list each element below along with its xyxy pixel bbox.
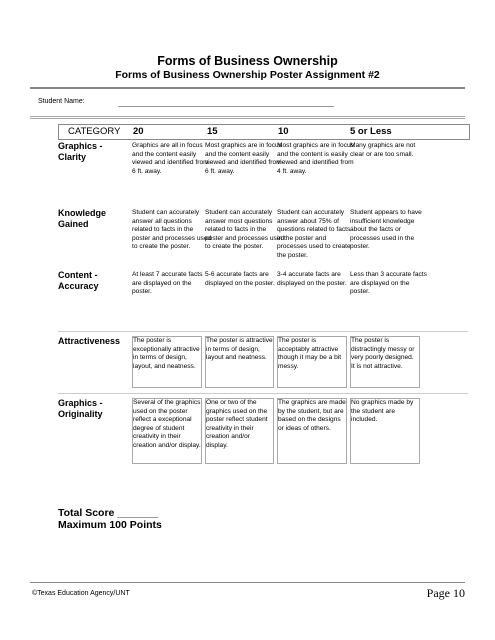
cell-knowledge-gained-20: Student can accurately answer all questions related to facts in the poster and processes used to create the poster. bbox=[132, 209, 212, 251]
page-number: Page 10 bbox=[426, 586, 465, 600]
cell-attractiveness-20: The poster is exceptionally attractive in terms of design, layout, and neatness. bbox=[132, 336, 202, 388]
section-divider-2 bbox=[30, 118, 465, 119]
cell-graphics-originality-5: No graphics made by the student are included. bbox=[350, 398, 420, 464]
cell-graphics-originality-20: Several of the graphics used on the poster reflect a exceptional degree of student creativity in their creation and/or display. bbox=[132, 398, 202, 464]
category-content-accuracy: Content - Accuracy bbox=[58, 270, 99, 291]
total-score-label: Total Score _______ bbox=[58, 507, 159, 519]
document-title: Forms of Business Ownership bbox=[157, 54, 338, 68]
cell-graphics-clarity-20: Graphics are all in focus and the content easily viewed and identified from 6 ft. away. bbox=[132, 142, 209, 175]
cell-graphics-clarity-15: Most graphics are in focus and the content easily viewed and identified from 6 ft. away. bbox=[205, 142, 282, 175]
header-score-20: 20 bbox=[133, 126, 144, 137]
cell-content-accuracy-15: 5-6 accurate facts are displayed on the poster. bbox=[205, 271, 275, 287]
cell-graphics-originality-10: The graphics are made by the student, but are based on the designs or ideas of others. bbox=[277, 398, 347, 464]
footer-divider bbox=[30, 582, 465, 583]
maximum-points-label: Maximum 100 Points bbox=[58, 519, 162, 531]
header-category: CATEGORY bbox=[68, 126, 121, 137]
section-divider bbox=[30, 116, 465, 117]
cell-knowledge-gained-15: Student can accurately answer most questions related to facts in the poster and processes used to create the poster. bbox=[205, 209, 285, 251]
document-subtitle: Forms of Business Ownership Poster Assignment #2 bbox=[115, 69, 380, 81]
cell-graphics-clarity-5: Many graphics are not clear or are too small. bbox=[350, 142, 416, 158]
student-name-field[interactable] bbox=[118, 106, 334, 107]
cell-graphics-clarity-10: Most graphics are in focus and the content is easily viewed and identified from 4 ft. away. bbox=[277, 142, 354, 175]
row-divider-2 bbox=[58, 393, 468, 394]
header-score-5-or-less: 5 or Less bbox=[350, 126, 392, 137]
cell-attractiveness-5: The poster is distractingly messy or very poorly designed. It is not attractive. bbox=[350, 336, 420, 388]
header-score-10: 10 bbox=[278, 126, 289, 137]
cell-knowledge-gained-5: Student appears to have insufficient knowledge about the facts or processes used in the poster. bbox=[350, 209, 422, 251]
cell-content-accuracy-5: Less than 3 accurate facts are displayed on the poster. bbox=[350, 271, 427, 296]
category-graphics-originality: Graphics - Originality bbox=[58, 398, 103, 419]
category-graphics-clarity: Graphics -Clarity bbox=[58, 141, 103, 162]
cell-attractiveness-10: The poster is acceptably attractive though it may be a bit messy. bbox=[277, 336, 347, 388]
cell-graphics-originality-15: One or two of the graphics used on the poster reflect student creativity in their creation and/or display. bbox=[205, 398, 274, 464]
category-attractiveness: Attractiveness bbox=[58, 336, 121, 346]
cell-attractiveness-15: The poster is attractive in terms of design, layout and neatness. bbox=[205, 336, 274, 388]
student-name-label: Student Name: bbox=[38, 98, 85, 105]
title-divider bbox=[30, 87, 465, 89]
header-score-15: 15 bbox=[207, 126, 218, 137]
cell-knowledge-gained-10: Student can accurately answer about 75% of questions related to facts in the poster and processes used to create the poster. bbox=[277, 209, 351, 259]
footer-copyright: ©Texas Education Agency/UNT bbox=[32, 590, 130, 597]
cell-content-accuracy-10: 3-4 accurate facts are displayed on the poster. bbox=[277, 271, 347, 287]
cell-content-accuracy-20: At least 7 accurate facts are displayed on the poster. bbox=[132, 271, 203, 296]
category-knowledge-gained: Knowledge Gained bbox=[58, 208, 107, 229]
row-divider bbox=[58, 331, 468, 332]
